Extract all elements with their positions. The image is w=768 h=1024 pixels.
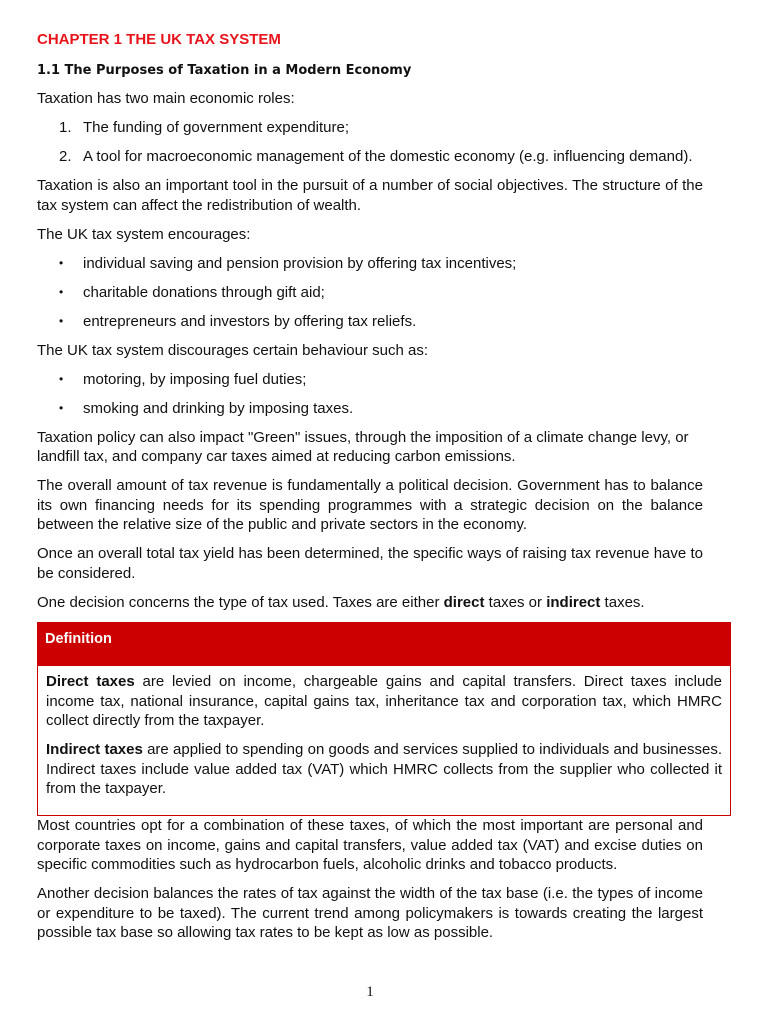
list-number: 2. (59, 148, 72, 165)
list-item (37, 399, 703, 419)
yield-paragraph: Once an overall total tax yield has been determined, the specific ways of raising tax revenue have to be considered. (37, 545, 703, 582)
roles-list (37, 118, 703, 167)
page-number: 1 (366, 984, 374, 1000)
direct-term-inline: direct (443, 593, 485, 611)
encourages-list (37, 254, 703, 332)
list-item (37, 147, 703, 167)
encourages-intro: The UK tax system encourages: (37, 225, 251, 243)
decision-text: taxes or (484, 593, 547, 611)
countries-paragraph: Most countries opt for a combination of these taxes, of which the most important are personal and corporate taxes on income, gains and capital transfers, value added tax (VAT) and excise duties on specific commodities such as hydrocarbon fuels, alcoholic drinks and tobacco products. (37, 817, 703, 873)
discourages-intro: The UK tax system discourages certain behaviour such as: (37, 341, 429, 359)
intro-paragraph: Taxation has two main economic roles: (37, 90, 295, 107)
decision-paragraph (37, 593, 703, 613)
discourages-list (37, 370, 703, 419)
list-item (37, 312, 703, 332)
indirect-taxes-term: Indirect taxes (46, 741, 143, 758)
list-item-text: A tool for macroeconomic management of the domestic economy (e.g. influencing demand). (83, 148, 693, 165)
list-item-text: charitable donations through gift aid; (83, 283, 325, 301)
list-item-text: individual saving and pension provision by offering tax incentives; (83, 254, 517, 272)
list-number: 1. (59, 119, 72, 136)
bullet-icon: • (59, 313, 64, 328)
indirect-taxes-text: are applied to spending on goods and services supplied to individuals and businesses. Indirect taxes include value added tax (VAT) which HMRC collects from the supplier who collected it from the taxpayer. (46, 741, 722, 797)
definition-heading: Definition (37, 622, 731, 666)
document-page (37, 30, 722, 952)
definition-body (37, 666, 731, 816)
decision-text: One decision concerns the type of tax used. Taxes are either (37, 593, 444, 611)
definition-box (37, 622, 731, 816)
bullet-icon: • (59, 371, 64, 386)
section-title: 1.1 The Purposes of Taxation in a Modern Economy (37, 62, 412, 78)
list-item (37, 118, 703, 138)
bullet-icon: • (59, 284, 64, 299)
direct-taxes-term: Direct taxes (46, 673, 135, 690)
chapter-title: CHAPTER 1 THE UK TAX SYSTEM (37, 31, 281, 48)
direct-taxes-definition (46, 672, 722, 731)
list-item (37, 283, 703, 303)
tax-base-paragraph: Another decision balances the rates of tax against the width of the tax base (i.e. the types of income or expenditure to be taxed). The current trend among policymakers is towards creating the largest possible tax base so allowing tax rates to be kept as low as possible. (37, 885, 703, 941)
green-paragraph: Taxation policy can also impact "Green" issues, through the imposition of a climate change levy, or landfill tax, and company car taxes aimed at reducing carbon emissions. (37, 428, 689, 465)
list-item (37, 254, 703, 274)
list-item (37, 370, 703, 390)
political-paragraph: The overall amount of tax revenue is fundamentally a political decision. Government has to balance its own financing needs for its spending programmes with a strategic decision on the balance between the relative size of the public and private sectors in the economy. (37, 477, 703, 533)
decision-text: taxes. (600, 593, 645, 611)
bullet-icon: • (59, 255, 64, 270)
list-item-text: motoring, by imposing fuel duties; (83, 370, 307, 388)
list-item-text: entrepreneurs and investors by offering tax reliefs. (83, 312, 417, 330)
direct-taxes-text: are levied on income, chargeable gains and capital transfers. Direct taxes include income tax, national insurance, capital gains tax, inheritance tax and corporation tax, which HMRC collect directly from the taxpayer. (46, 673, 722, 729)
indirect-taxes-definition (46, 740, 722, 799)
list-item-text: The funding of government expenditure; (83, 119, 350, 136)
bullet-icon: • (59, 400, 64, 415)
social-paragraph: Taxation is also an important tool in the pursuit of a number of social objectives. The structure of the tax system can affect the redistribution of wealth. (37, 177, 703, 214)
indirect-term-inline: indirect (546, 593, 601, 611)
list-item-text: smoking and drinking by imposing taxes. (83, 399, 354, 417)
